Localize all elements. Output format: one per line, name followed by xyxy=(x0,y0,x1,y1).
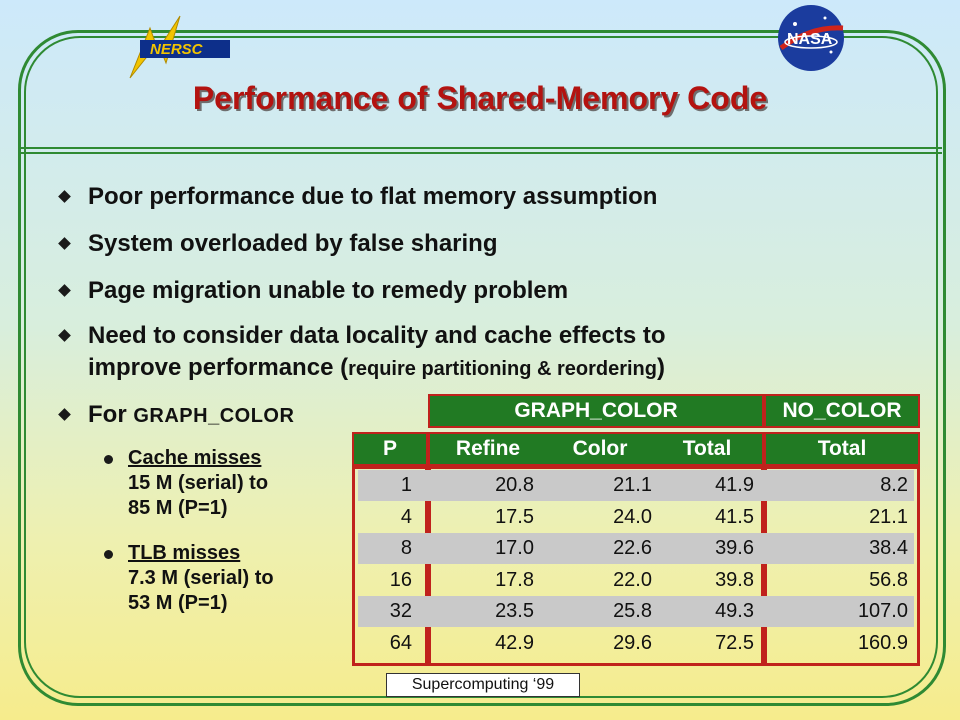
subitem-1-heading: Cache misses xyxy=(128,447,262,469)
table-cell: 23.5 xyxy=(495,600,534,622)
bullet-5-code: GRAPH_COLOR xyxy=(133,405,295,427)
table-cell: 56.8 xyxy=(869,568,908,591)
bullet-3-text: Page migration unable to remedy problem xyxy=(88,277,569,304)
column-header-total: Total xyxy=(682,437,732,460)
table-row xyxy=(358,502,914,533)
nasa-logo-text: NASA xyxy=(787,31,833,48)
column-header-color: Color xyxy=(572,437,628,460)
table-cell: 1 xyxy=(400,474,412,496)
title-divider xyxy=(20,147,942,149)
table-cell: 21.1 xyxy=(613,474,652,496)
table-cell: 49.3 xyxy=(715,600,754,622)
table-cell: 38.4 xyxy=(869,537,908,559)
dot-bullet-icon xyxy=(104,455,113,464)
table-cell: 17.5 xyxy=(495,505,534,528)
bullet-4-line-2 xyxy=(88,353,665,384)
table-cell: 64 xyxy=(389,631,412,654)
bullet-2-text: System overloaded by false sharing xyxy=(88,230,498,257)
table-cell: 72.5 xyxy=(715,631,754,654)
bullet-4-line-2-note: require partitioning & reordering xyxy=(348,358,657,380)
subitem-2-heading: TLB misses xyxy=(128,542,241,564)
column-header-refine: Refine xyxy=(455,437,521,460)
table-cell: 25.8 xyxy=(613,600,652,622)
results-table xyxy=(352,394,920,666)
bullet-4-line-2-main: improve performance ( xyxy=(88,354,349,381)
slide-title: Performance of Shared-Memory Code xyxy=(192,80,768,116)
nersc-logo-text: NERSC xyxy=(150,41,203,58)
bullet-5-text xyxy=(88,400,294,431)
table-cell: 16 xyxy=(389,568,412,591)
table-row xyxy=(358,533,914,564)
table-row xyxy=(358,628,914,659)
table-cell: 41.5 xyxy=(715,505,754,528)
table-row xyxy=(358,565,914,596)
table-cell: 32 xyxy=(389,600,412,622)
table-cell: 17.0 xyxy=(495,537,534,559)
bullet-4-line-1: Need to consider data locality and cache effects to xyxy=(88,322,666,349)
table-cell: 22.0 xyxy=(613,568,652,591)
table-cell: 4 xyxy=(400,505,412,528)
table-cell: 17.8 xyxy=(495,568,534,591)
nasa-logo xyxy=(775,2,847,74)
nersc-logo xyxy=(100,8,230,88)
table-cell: 8 xyxy=(400,537,412,559)
group-header-no-color: NO_COLOR xyxy=(764,394,920,428)
footer-label: Supercomputing ‘99 xyxy=(386,673,580,697)
subitem-1-line-1: 15 M (serial) to xyxy=(128,472,269,494)
subitem-2-line-2: 53 M (P=1) xyxy=(128,592,228,614)
table-cell: 160.9 xyxy=(857,631,908,654)
subitem-1-line-2: 85 M (P=1) xyxy=(128,497,228,519)
table-cell: 21.1 xyxy=(869,505,908,528)
table-cell: 29.6 xyxy=(613,631,652,654)
table-cell: 41.9 xyxy=(715,474,754,496)
dot-bullet-icon xyxy=(104,550,113,559)
bullet-4-line-2-end: ) xyxy=(657,354,665,381)
table-row xyxy=(358,596,914,627)
column-header-graph-color-group xyxy=(428,432,764,466)
bullet-5-prefix: For xyxy=(88,401,127,428)
table-row xyxy=(358,470,914,501)
table-cell: 39.8 xyxy=(715,568,754,591)
table-cell: 22.6 xyxy=(613,537,652,559)
bullet-1-text: Poor performance due to flat memory assumption xyxy=(88,183,658,210)
subitem-2-line-1: 7.3 M (serial) to xyxy=(128,567,274,589)
table-cell: 24.0 xyxy=(613,505,652,528)
table-cell: 39.6 xyxy=(715,537,754,559)
table-cell: 8.2 xyxy=(880,474,908,496)
column-header-p: P xyxy=(352,432,428,466)
title-divider-2 xyxy=(20,152,942,154)
table-cell: 42.9 xyxy=(495,631,534,654)
table-cell: 107.0 xyxy=(857,600,908,622)
group-header-graph-color: GRAPH_COLOR xyxy=(428,394,764,428)
column-header-no-color-total: Total xyxy=(764,432,920,466)
table-cell: 20.8 xyxy=(495,474,534,496)
